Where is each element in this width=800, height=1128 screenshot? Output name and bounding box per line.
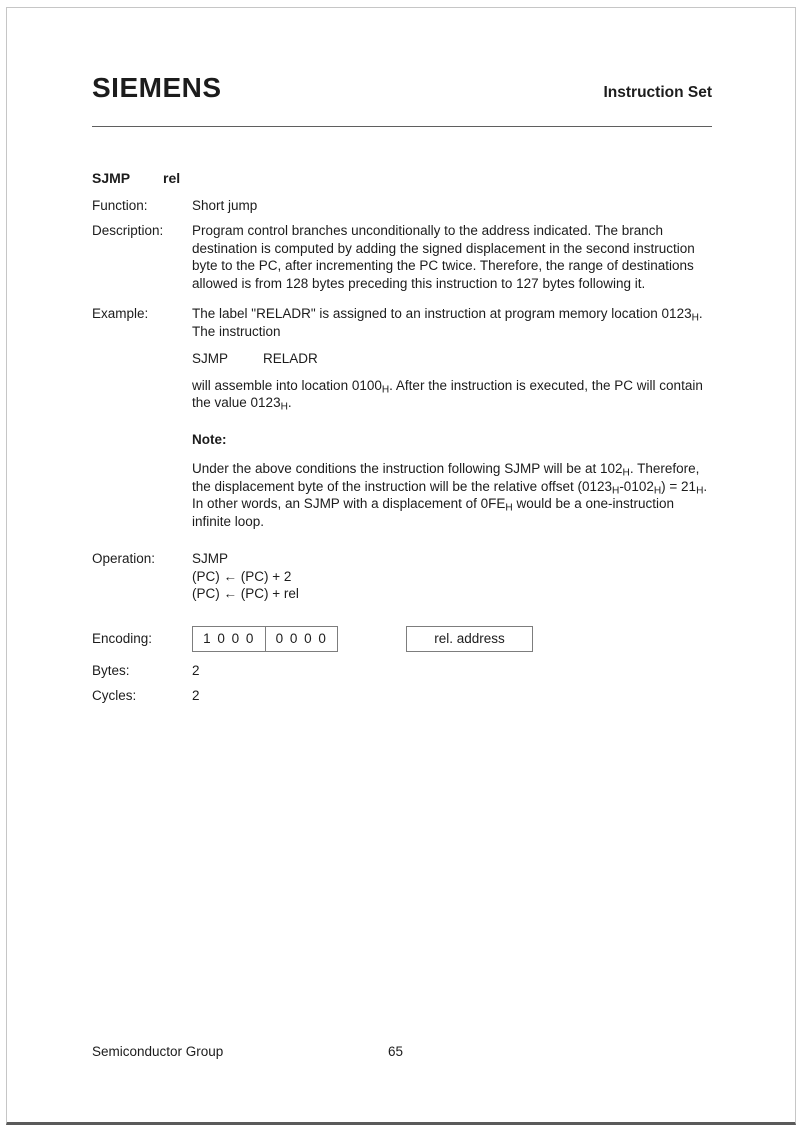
example-code-line (192, 350, 714, 368)
function-text: Short jump (192, 197, 258, 213)
page-number: 65 (388, 1044, 404, 1059)
instruction-operand: rel (163, 170, 181, 186)
description-row (92, 222, 712, 292)
example-code-operand: RELADR (263, 351, 318, 366)
bytes-label: Bytes: (92, 662, 130, 678)
cycles-label: Cycles: (92, 688, 137, 703)
description-label: Description: (92, 223, 164, 238)
operation-line-1: SJMP (192, 551, 229, 566)
siemens-logo: SIEMENS (92, 72, 222, 103)
document-title: Instruction Set (603, 83, 712, 101)
cycles-value: 2 (192, 688, 200, 703)
page-content (92, 0, 712, 713)
cycles-row (92, 687, 712, 705)
example-label: Example: (92, 306, 149, 321)
opcode-high-nibble: 1 0 0 0 (203, 630, 255, 646)
encoding-boxes (192, 626, 712, 652)
instruction-section (92, 170, 712, 705)
function-row (92, 197, 712, 215)
encoding-label: Encoding: (92, 630, 153, 646)
instruction-heading (92, 170, 712, 188)
operation-line-2: (PC) ← (PC) + 2 (192, 568, 292, 584)
function-label: Function: (92, 197, 148, 213)
opcode-box (192, 626, 338, 652)
example-paragraph-1: The label "RELADR" is assigned to an instruction at program memory location $0123_H$. The instruction (192, 306, 703, 339)
example-body (192, 305, 714, 542)
page-header (92, 74, 712, 102)
operation-lines (192, 550, 714, 603)
bytes-value: 2 (192, 662, 200, 678)
operation-label: Operation: (92, 551, 156, 566)
bytes-row (92, 662, 712, 680)
example-paragraph-2: will assemble into location $0100_H$. After the instruction is executed, the PC will contain the value $0123_H$. (192, 377, 703, 413)
note-label: Note: (192, 431, 227, 447)
operation-line-3: (PC) ← (PC) + rel (192, 586, 299, 601)
encoding-row (92, 626, 712, 652)
relative-address-box: rel. address (406, 626, 533, 652)
page-footer (92, 1044, 712, 1059)
instruction-mnemonic: SJMP (92, 170, 131, 186)
note-text: Under the above conditions the instruction following SJMP will be at $102_H$. Therefore, the displacement byte of the instruction will be the relative offset $(0123_H-0102_H) = 21_H$. In other words, an SJMP with a displacement of $0FE_H$ would be a one-instruction infinite loop. (192, 461, 708, 529)
opcode-low-nibble: 0 0 0 0 (265, 627, 337, 651)
description-text: Program control branches unconditionally to the address indicated. The branch destination is computed by adding the signed displacement in the second instruction byte to the PC, after incrementing the PC twice. Therefore, the range of destinations allowed is from 128 bytes preceding this instruction to 127 bytes following it. (192, 223, 695, 291)
footer-group-name: Semiconductor Group (92, 1044, 224, 1059)
operation-row (92, 550, 712, 603)
header-rule (92, 126, 712, 127)
example-code-mnemonic: SJMP (192, 351, 229, 366)
example-row (92, 305, 712, 542)
